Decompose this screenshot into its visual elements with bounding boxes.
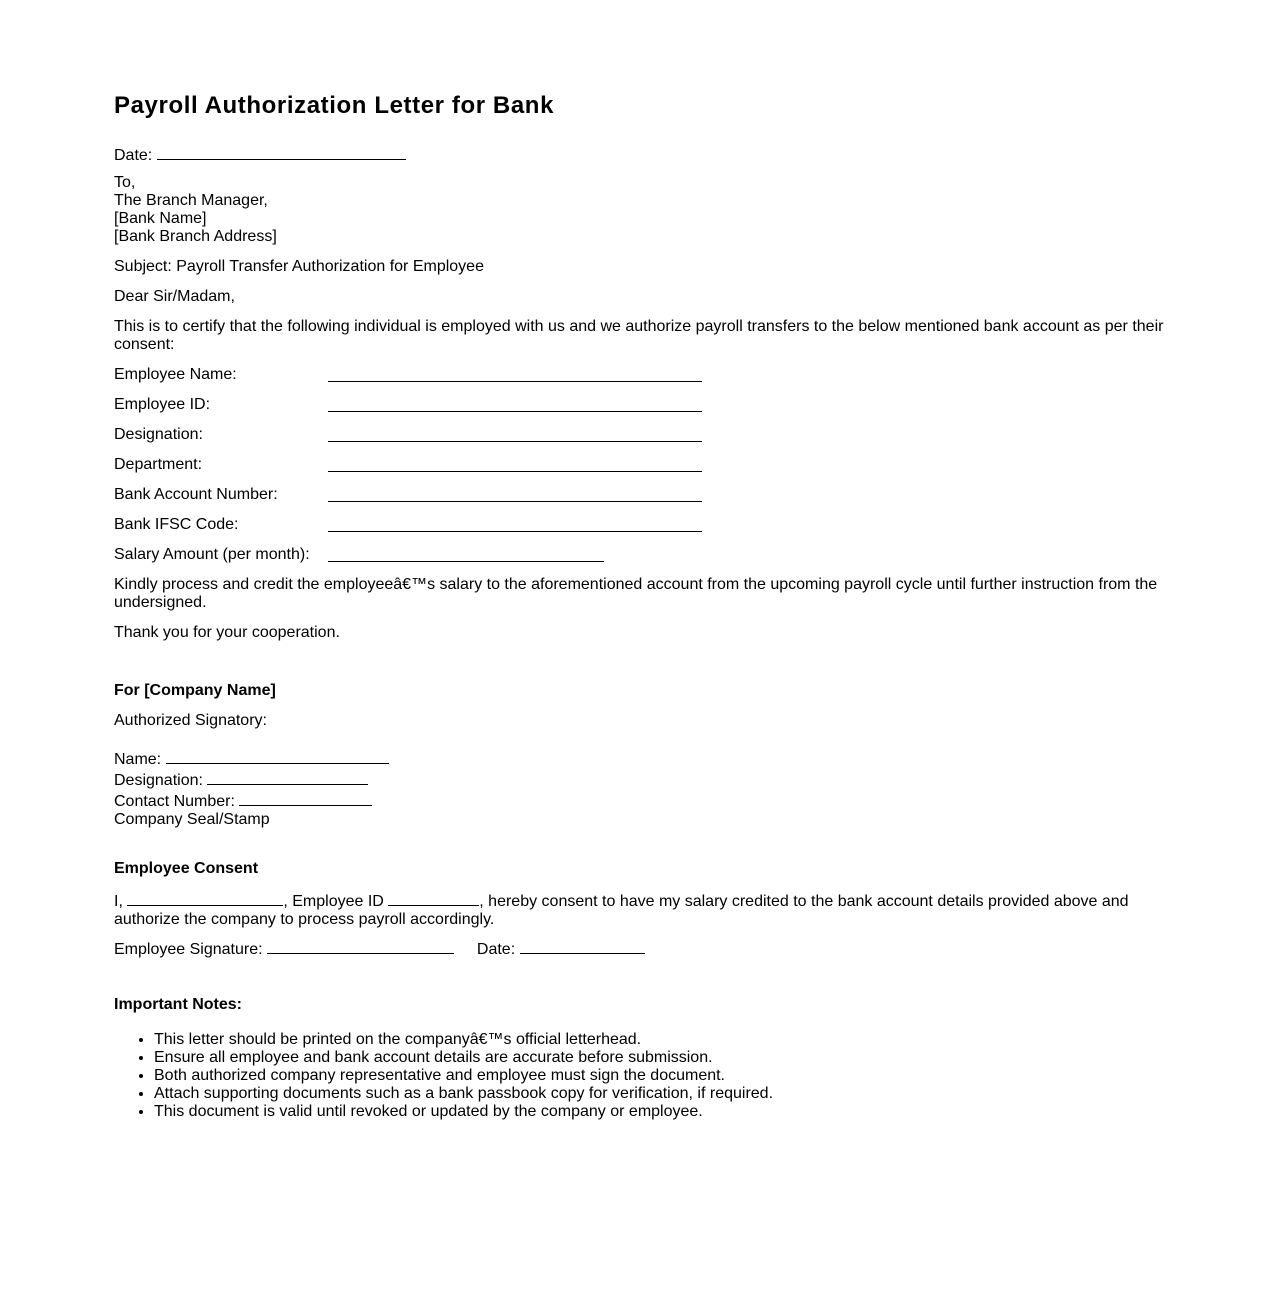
list-item: • This letter should be printed on the companyâ€™s official letterhead. — [154, 1031, 773, 1049]
company-seal: Company Seal/Stamp — [114, 811, 270, 828]
consent-id-blank — [388, 890, 479, 906]
date-blank — [157, 144, 406, 160]
signatory-contact-line — [114, 790, 1178, 811]
signatory-designation-line — [114, 769, 1178, 790]
field-label: Salary Amount (per month): — [114, 546, 310, 563]
consent-name-blank — [127, 890, 283, 906]
date-label: Date: — [114, 147, 153, 164]
consent-date-label: Date: — [476, 941, 516, 958]
list-item: • This document is valid until revoked or updated by the company or employee. — [154, 1103, 773, 1121]
recipient-to: To, — [114, 174, 136, 191]
list-item: • Ensure all employee and bank account details are accurate before submission. — [154, 1049, 773, 1067]
thanks-line: Thank you for your cooperation. — [114, 624, 340, 641]
field-blank — [328, 486, 702, 502]
signatory-contact-label: Contact Number: — [114, 793, 235, 810]
consent-suffix: , hereby consent to have my salary credited to the bank account details provided above and — [479, 893, 1129, 910]
signatory-contact-blank — [239, 790, 372, 806]
process-paragraph: Kindly process and credit the employeeâ€™s salary to the aforementioned account from the upcoming payroll cycle until further instruction from the undersigned. — [114, 576, 1158, 611]
date-line — [114, 144, 1178, 165]
field-blank — [328, 426, 702, 442]
consent-signature-line — [114, 938, 1178, 959]
subject-line: Subject: Payroll Transfer Authorization for Employee — [114, 258, 484, 275]
consent-line-2: authorize the company to process payroll accordingly. — [114, 911, 495, 928]
recipient-bank-name: [Bank Name] — [114, 210, 207, 227]
company-heading: For [Company Name] — [114, 682, 276, 699]
intro-paragraph: This is to certify that the following individual is employed with us and we authorize payroll transfers to the below mentioned bank account as per their consent: — [114, 318, 1164, 353]
consent-heading: Employee Consent — [114, 860, 259, 877]
field-blank — [328, 396, 702, 412]
field-blank — [328, 456, 702, 472]
recipient-block — [114, 174, 1178, 246]
authorized-signatory: Authorized Signatory: — [114, 712, 267, 729]
field-blank — [328, 546, 604, 562]
field-blank — [328, 366, 702, 382]
signatory-name-label: Name: — [114, 751, 162, 768]
signatory-details — [114, 748, 1178, 829]
field-label: Department: — [114, 456, 203, 473]
page-title: Payroll Authorization Letter for Bank — [114, 92, 555, 119]
signatory-designation-label: Designation: — [114, 772, 203, 789]
field-label: Bank Account Number: — [114, 486, 278, 503]
consent-employee-id-text: , Employee ID — [283, 893, 384, 910]
field-blank — [328, 516, 702, 532]
list-item: • Attach supporting documents such as a bank passbook copy for verification, if required. — [154, 1085, 773, 1103]
field-label: Designation: — [114, 426, 203, 443]
notes-list — [114, 1031, 773, 1121]
consent-paragraph — [114, 890, 1178, 929]
consent-prefix: I, — [114, 893, 123, 910]
recipient-bank-address: [Bank Branch Address] — [114, 228, 277, 245]
recipient-manager: The Branch Manager, — [114, 192, 268, 209]
signatory-name-line — [114, 748, 1178, 769]
employee-signature-label: Employee Signature: — [114, 941, 263, 958]
field-label: Employee ID: — [114, 396, 211, 413]
field-label: Bank IFSC Code: — [114, 516, 239, 533]
consent-line-1 — [114, 890, 1178, 911]
signatory-designation-blank — [207, 769, 368, 785]
employee-signature-blank — [267, 938, 454, 954]
field-label: Employee Name: — [114, 366, 237, 383]
list-item: • Both authorized company representative and employee must sign the document. — [154, 1067, 773, 1085]
signatory-name-blank — [166, 748, 389, 764]
notes-heading: Important Notes: — [114, 996, 242, 1013]
salutation: Dear Sir/Madam, — [114, 288, 235, 305]
consent-date-blank — [520, 938, 645, 954]
